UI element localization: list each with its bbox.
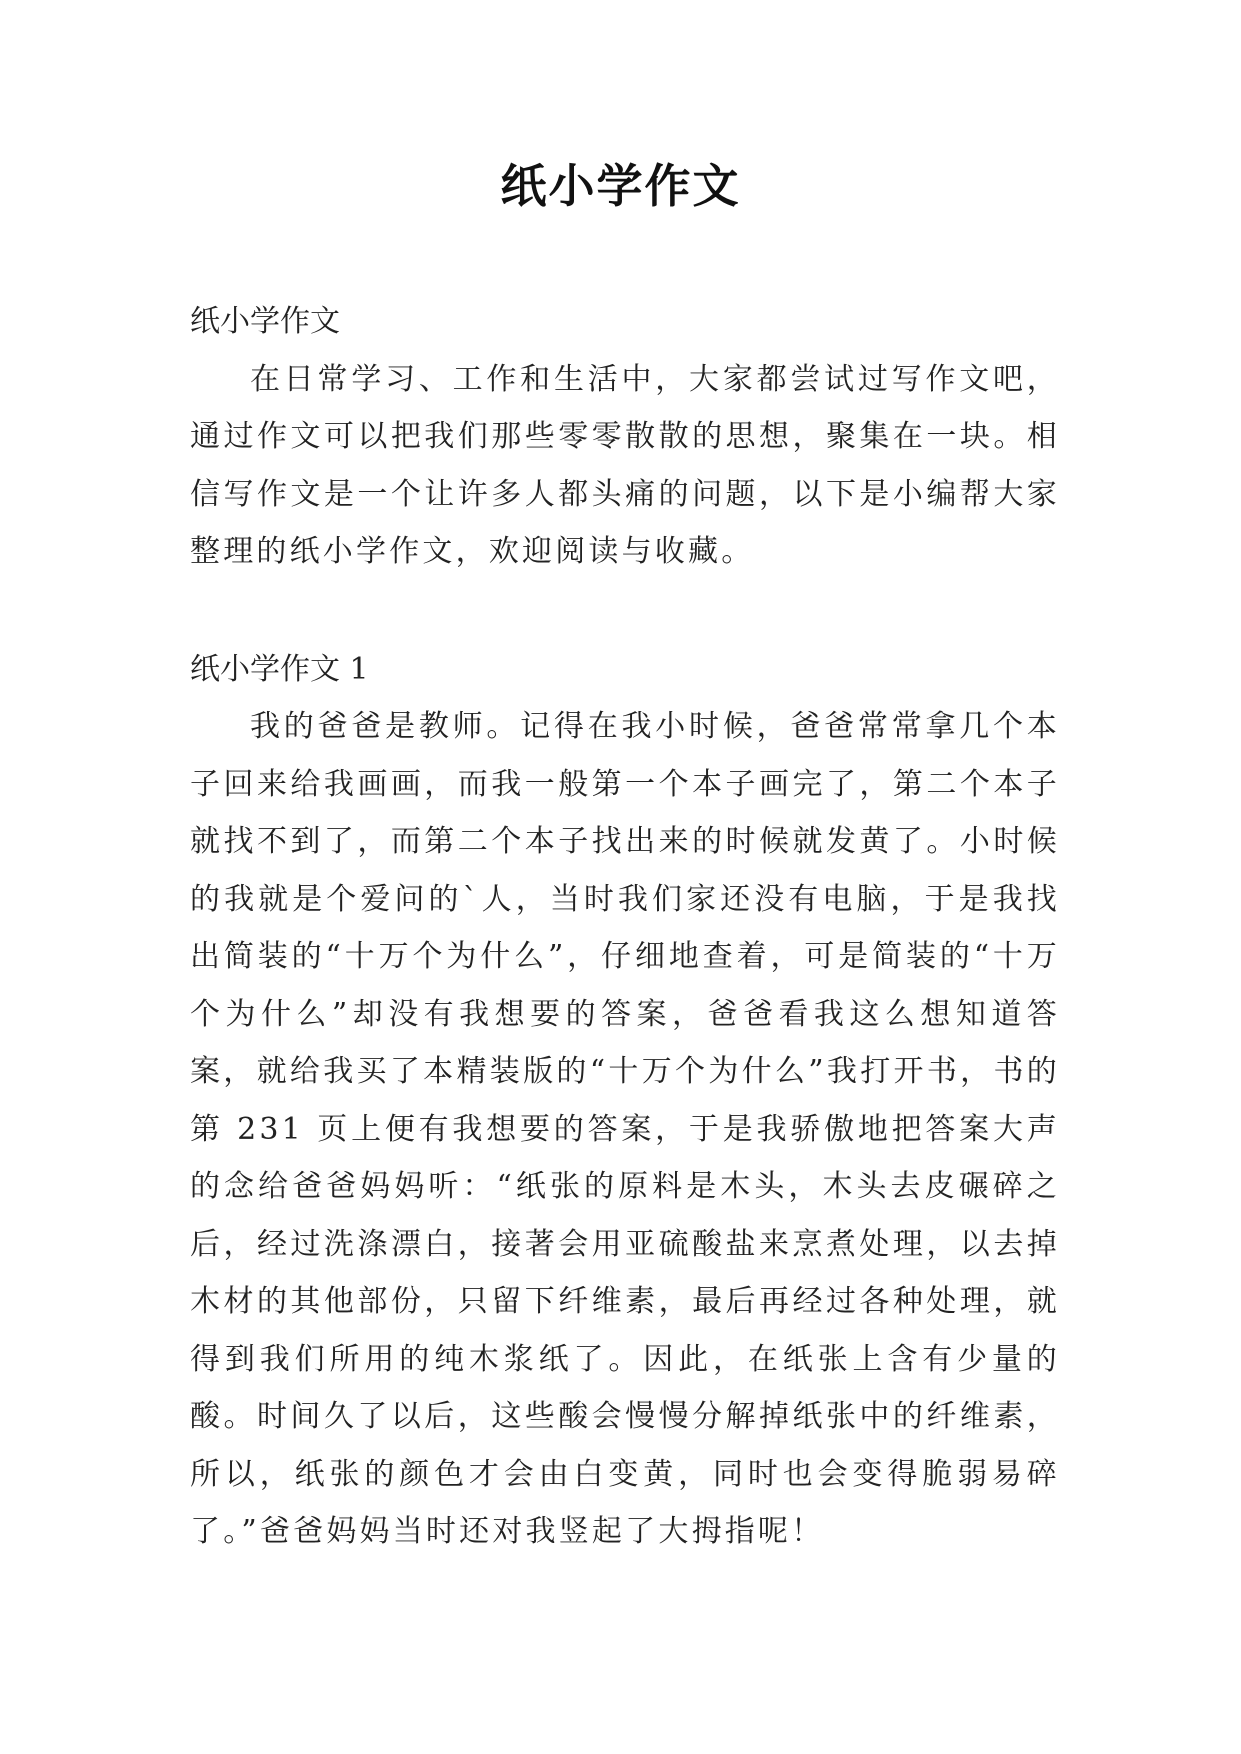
document-title: 纸小学作文 [500, 159, 741, 213]
section-heading: 纸小学作文 1 [190, 651, 369, 687]
intro-heading: 纸小学作文 [190, 304, 340, 339]
intro-paragraph: 在日常学习、工作和生活中，大家都尝试过写作文吧，通过作文可以把我们那些零零散散的思想，聚集在一块。相信写作文是一个让许多人都头痛的问题，以下是小编帮大家整理的纸小学作文，欢迎阅读与收藏。 [190, 361, 1060, 569]
section-spacer [190, 581, 1060, 641]
section-paragraph: 我的爸爸是教师。记得在我小时候，爸爸常常拿几个本子回来给我画画，而我一般第一个本子画完了，第二个本子就找不到了，而第二个本子找出来的时候就发黄了。小时候的我就是个爱问的`人，当时我们家还没有电脑，于是我找出简装的“十万个为什么”，仔细地查着，可是简装的“十万个为什么”却没有我想要的答案，爸爸看我这么想知道答案，就给我买了本精装版的“十万个为什么”我打开书，书的第 231 页上便有我想要的答案，于是我骄傲地把答案大声的念给爸爸妈妈听：“纸张的原料是木头，木头去皮碾碎之后，经过洗涤漂白，接著会用亚硫酸盐来烹煮处理，以去掉木材的其他部份，只留下纤维素，最后再经过各种处理，就得到我们所用的纯木浆纸了。因此，在纸张上含有少量的酸。时间久了以后，这些酸会慢慢分解掉纸张中的纤维素，所以，纸张的颜色才会由白变黄，同时也会变得脆弱易碎了。”爸爸妈妈当时还对我竖起了大拇指呢！ [190, 709, 1060, 1549]
document-body [190, 293, 1060, 1561]
